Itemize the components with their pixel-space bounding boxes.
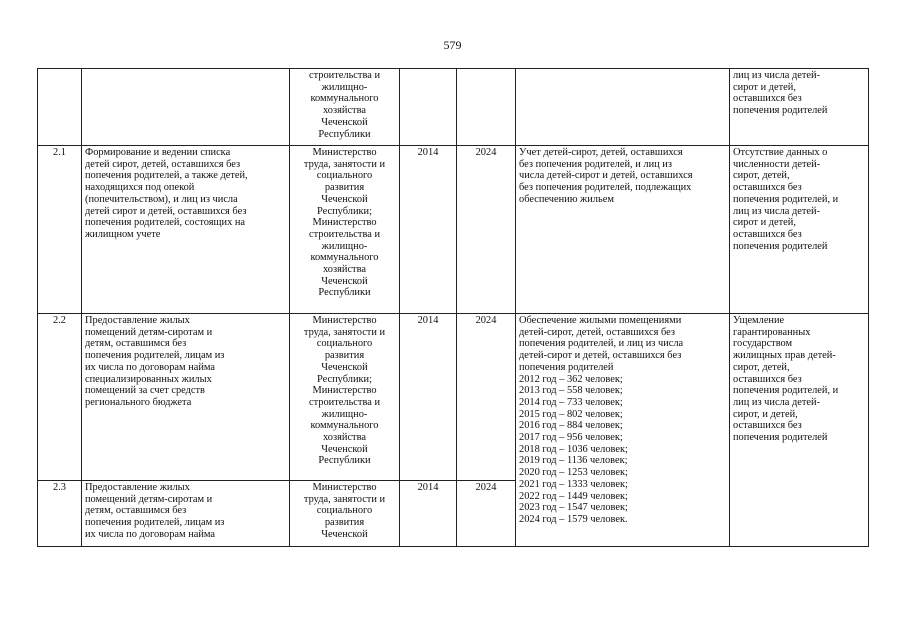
text-line: 2012 год – 362 человек; [519, 373, 623, 385]
text-line: их числа по договорам найма [85, 361, 216, 373]
text-line: (попечительством), и лиц из числа [85, 193, 238, 205]
text-line: детей сирот, детей, оставшихся без [85, 158, 241, 170]
text-line: Республики; [316, 205, 372, 217]
text-line: 2021 год – 1333 человек; [519, 478, 628, 490]
measure-description-cell [82, 69, 290, 146]
text-line: попечения родителей, лицам из [85, 350, 225, 362]
text-line: строительства и [309, 70, 380, 81]
text-line: численности детей- [733, 158, 821, 170]
text-line: Обеспечение жилыми помещениями [519, 315, 682, 326]
program-measures-table [37, 68, 869, 547]
text-line: оставшихся без [733, 420, 802, 432]
text-line: попечения родителей, и [733, 385, 839, 397]
text-line: развития [324, 517, 365, 529]
text-line: Чеченской [321, 528, 368, 540]
text-line: 2023 год – 1547 человек; [519, 502, 628, 514]
text-line: детей сирот и детей, оставшихся без [85, 205, 247, 217]
text-line: труда, занятости и [303, 158, 386, 170]
end-year-cell [457, 69, 516, 146]
text-line: коммунального [310, 93, 379, 105]
text-line: сирот, детей, [733, 170, 790, 182]
start-year-cell: 2014 [400, 146, 457, 314]
text-line: находящихся под опекой [85, 182, 195, 194]
text-line: Предоставление жилых [85, 482, 190, 493]
row-number-cell: 2.3 [38, 481, 82, 547]
text-line: сирот, и детей, [733, 408, 798, 420]
text-line: хозяйства [323, 432, 366, 444]
expected-result [519, 315, 726, 526]
text-line: детям, оставшимся без [85, 338, 187, 350]
text-line: сирот, детей, [733, 361, 790, 373]
start-year-cell [400, 69, 457, 146]
text-line: оставшихся без [733, 373, 802, 385]
text-line: хозяйства [323, 105, 366, 117]
text-line: Министерство [312, 385, 377, 397]
text-line: Республики [318, 455, 371, 467]
text-line: попечения родителей [733, 240, 828, 252]
text-line: жилищно- [321, 81, 368, 93]
text-line: Чеченской [321, 361, 368, 373]
expected-result-cell [516, 314, 730, 547]
text-line: попечения родителей [733, 105, 828, 117]
text-line: государством [733, 338, 793, 350]
executor-cell [290, 69, 400, 146]
text-line: попечения родителей, лицам из [85, 517, 225, 529]
text-line: социального [316, 505, 373, 517]
text-line: 2019 год – 1136 человек; [519, 455, 628, 467]
text-line: жилищно- [321, 240, 368, 252]
text-line: 2017 год – 956 человек; [519, 432, 623, 444]
page-number: 579 [443, 38, 462, 52]
text-line: Ущемление [733, 315, 785, 326]
text-line: строительства и [309, 396, 380, 408]
text-line: помещений за счет средств [85, 385, 205, 397]
text-line: без попечения родителей, подлежащих [519, 182, 692, 194]
measure-description-cell [82, 481, 290, 547]
text-line: Предоставление жилых [85, 315, 190, 326]
text-line: 2015 год – 802 человек; [519, 408, 623, 420]
text-line: обеспечению жильем [519, 193, 614, 205]
consequence-cell [730, 69, 869, 146]
text-line: гарантированных [733, 326, 811, 338]
text-line: социального [316, 338, 373, 350]
text-line: попечения родителей, и лиц из числа [519, 338, 684, 350]
measure-description-cell [82, 146, 290, 314]
text-line: 2022 год – 1449 человек; [519, 490, 628, 502]
text-line: специализированных жилых [85, 373, 212, 385]
start-year-cell: 2014 [400, 481, 457, 547]
text-line: без попечения родителей, и лиц из [519, 158, 672, 170]
text-line: жилищном учете [85, 228, 161, 240]
text-line: Формирование и ведении списка [85, 147, 231, 158]
text-line: труда, занятости и [303, 326, 386, 338]
text-line: жилищно- [321, 408, 368, 420]
text-line: их числа по договорам найма [85, 528, 216, 540]
text-line: Министерство [312, 147, 377, 158]
expected-result-cell [516, 146, 730, 314]
text-line: детей-сирот, детей, оставшихся без [519, 326, 675, 338]
executor-cell [290, 481, 400, 547]
row-number-cell: 2.1 [38, 146, 82, 314]
table-row [38, 314, 869, 481]
row-number-cell [38, 69, 82, 146]
text-line: попечения родителей, и [733, 193, 839, 205]
text-line: 2013 год – 558 человек; [519, 385, 623, 397]
text-line: Учет детей-сирот, детей, оставшихся [519, 147, 683, 158]
text-line: хозяйства [323, 264, 366, 276]
measure-description [85, 315, 286, 409]
text-line: оставшихся без [733, 93, 802, 105]
text-line: 2016 год – 884 человек; [519, 420, 623, 432]
row-number-cell: 2.2 [38, 314, 82, 481]
text-line: развития [324, 182, 365, 194]
consequence-text [733, 70, 865, 117]
end-year-cell: 2024 [457, 481, 516, 547]
text-line: строительства и [309, 228, 380, 240]
consequence-text [733, 147, 865, 252]
text-line: Чеченской [321, 116, 368, 128]
text-line: 2020 год – 1253 человек; [519, 467, 628, 479]
text-line: числа детей-сирот и детей, оставшихся [519, 170, 693, 182]
text-line: сирот и детей, [733, 217, 796, 229]
start-year-cell: 2014 [400, 314, 457, 481]
executor-text [293, 482, 396, 541]
table-row [38, 146, 869, 314]
consequence-cell [730, 146, 869, 314]
measure-description-cell [82, 314, 290, 481]
executor-text [293, 147, 396, 299]
text-line: оставшихся без [733, 228, 802, 240]
text-line: Министерство [312, 217, 377, 229]
text-line: помещений детям-сиротам и [85, 493, 213, 505]
text-line: Республики [318, 287, 371, 299]
text-line: 2014 год – 733 человек; [519, 396, 623, 408]
text-line: коммунального [310, 420, 379, 432]
text-line: попечения родителей [733, 432, 828, 444]
expected-result-cell [516, 69, 730, 146]
text-line: развития [324, 350, 365, 362]
text-line: 2018 год – 1036 человек; [519, 443, 628, 455]
text-line: детей-сирот и детей, оставшихся без [519, 350, 682, 362]
text-line: детям, оставшимся без [85, 505, 187, 517]
consequence-cell [730, 314, 869, 547]
text-line: попечения родителей, состоящих на [85, 217, 246, 229]
consequence-text [733, 315, 865, 444]
text-line: помещений детям-сиротам и [85, 326, 213, 338]
executor-text [293, 70, 396, 140]
executor-cell [290, 146, 400, 314]
text-line: попечения родителей, а также детей, [85, 170, 248, 182]
text-line: Республики; [316, 373, 372, 385]
text-line: труда, занятости и [303, 493, 386, 505]
executor-cell [290, 314, 400, 481]
text-line: сирот и детей, [733, 81, 796, 93]
text-line: коммунального [310, 252, 379, 264]
text-line: Чеченской [321, 443, 368, 455]
text-line: социального [316, 170, 373, 182]
measure-description [85, 482, 286, 541]
text-line: Министерство [312, 482, 377, 493]
text-line: попечения родителей [519, 361, 614, 373]
text-line: лиц из числа детей- [733, 70, 821, 81]
measure-description [85, 147, 286, 241]
text-line: регионального бюджета [85, 396, 192, 408]
text-line: лиц из числа детей- [733, 396, 821, 408]
expected-result [519, 147, 726, 206]
executor-text [293, 315, 396, 467]
table-row [38, 69, 869, 146]
end-year-cell: 2024 [457, 314, 516, 481]
text-line: Республики [318, 128, 371, 140]
text-line: Отсутствие данных о [733, 147, 828, 158]
text-line: оставшихся без [733, 182, 802, 194]
text-line: лиц из числа детей- [733, 205, 821, 217]
end-year-cell: 2024 [457, 146, 516, 314]
text-line: Министерство [312, 315, 377, 326]
text-line: 2024 год – 1579 человек. [519, 513, 628, 525]
text-line: жилищных прав детей- [733, 350, 836, 362]
text-line: Чеченской [321, 193, 368, 205]
text-line: Чеченской [321, 275, 368, 287]
